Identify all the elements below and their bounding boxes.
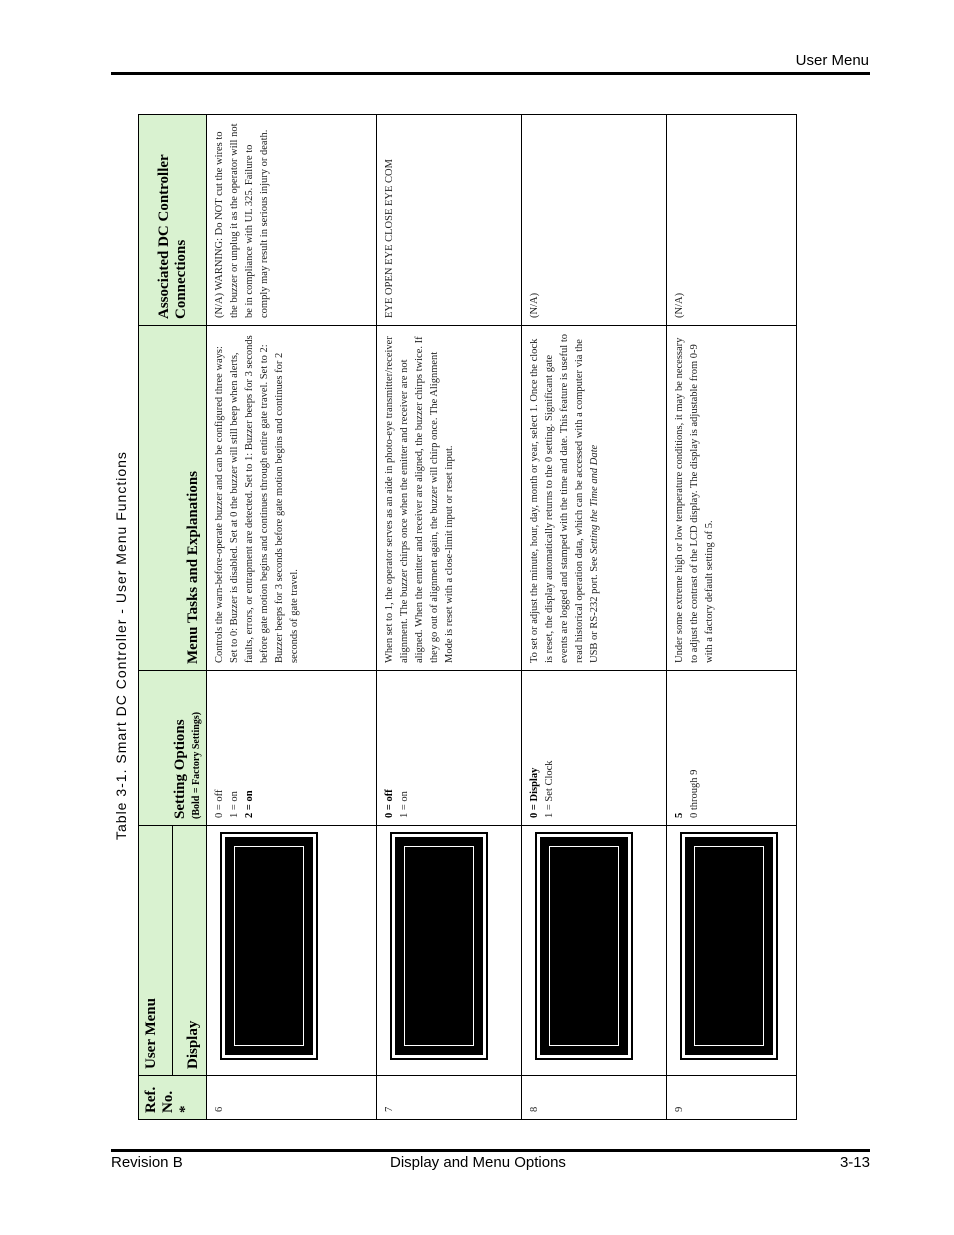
- row-connections: (N/A) WARNING: Do NOT cut the wires to the buzzer or unplug it as the operator will not be in compliance with UL 325. Failure to comply may result in serious injury or death.: [207, 115, 377, 326]
- cross-reference-link[interactable]: Setting the Time and Date: [589, 444, 600, 554]
- row-display: [377, 826, 522, 1076]
- row-options: 5 0 through 9: [667, 671, 797, 826]
- row-display: [207, 826, 377, 1076]
- row-display: [667, 826, 797, 1076]
- row-display: [522, 826, 667, 1076]
- lcd-display-image: [395, 837, 483, 1055]
- rotated-table: [138, 114, 790, 1120]
- row-tasks: When set to 1, the operator serves as an aide in photo-eye transmitter/receiver alignment. The buzzer chirps once when the emitter and receiver are not aligned. When the emitter and receiver are aligned, the buzzer chirps twice. If they go out of alignment again, the buzzer will chirp once. The Alignment Mode is reset with a close-limit input or reset input.: [377, 326, 522, 671]
- table-header-row-1: [139, 115, 173, 1120]
- row-options: 0 = off 1 = on: [377, 671, 522, 826]
- row-ref: 7: [377, 1076, 522, 1120]
- col-user-menu-header: User Menu: [139, 826, 173, 1076]
- row-connections: (N/A): [667, 115, 797, 326]
- row-ref: 8: [522, 1076, 667, 1120]
- col-ref-header: Ref. No. *: [139, 1076, 207, 1120]
- row-tasks: Under some extreme high or low temperature conditions, it may be necessary to adjust the contrast of the LCD display. The display is adjustable from 0-9 with a factory default setting of 5.: [667, 326, 797, 671]
- row-tasks: To set or adjust the minute, hour, day, month or year, select 1. Once the clock is reset, the display automatically returns to the 0 setting. Significant gate events are logged and stamped with the time and date. This feature is useful to read historical operation data, which can be accessed with a computer via the USB or RS-232 port. See Setting the Time and Date: [522, 326, 667, 671]
- header-section: User Menu: [795, 52, 869, 69]
- row-options: 0 = Display 1 = Set Clock: [522, 671, 667, 826]
- row-connections: EYE OPEN EYE CLOSE EYE COM: [377, 115, 522, 326]
- table-row: [207, 115, 377, 1120]
- row-ref: 6: [207, 1076, 377, 1120]
- table-title: Table 3-1. Smart DC Controller - User Menu Functions: [113, 451, 129, 840]
- lcd-display-image: [225, 837, 313, 1055]
- user-menu-table: [138, 114, 797, 1120]
- lcd-display-image: [540, 837, 628, 1055]
- col-display-header: Display: [173, 826, 207, 1076]
- col-tasks-header: Menu Tasks and Explanations: [139, 326, 207, 671]
- table-row: [522, 115, 667, 1120]
- lcd-display-image: [685, 837, 773, 1055]
- col-options-header: Setting Options (Bold = Factory Settings): [139, 671, 207, 826]
- footer-revision: Revision B: [111, 1154, 183, 1171]
- header-rule: [111, 72, 870, 75]
- row-options: 0 = off 1 = on 2 = on: [207, 671, 377, 826]
- table-row: [667, 115, 797, 1120]
- footer-rule: [111, 1149, 870, 1152]
- rotated-table-frame: [138, 114, 790, 1120]
- footer-chapter: Display and Menu Options: [390, 1154, 566, 1171]
- row-connections: (N/A): [522, 115, 667, 326]
- page-header: [111, 52, 869, 74]
- col-connections-header: Associated DC Controller Connections: [139, 115, 207, 326]
- footer-page-number: 3-13: [839, 1154, 870, 1171]
- row-ref: 9: [667, 1076, 797, 1120]
- row-tasks: Controls the warn-before-operate buzzer and can be configured three ways: Set to 0: Buzzer is disabled. Set at 0 the buzzer will still beep when alerts, faults, errors, or entrapment are detected. Set to 1: Buzzer beeps for 3 seconds before gate motion begins and continues through entire gate travel. Set to 2: Buzzer beeps for 3 seconds before gate motion begins and continues for 2 seconds of gate travel.: [207, 326, 377, 671]
- table-row: [377, 115, 522, 1120]
